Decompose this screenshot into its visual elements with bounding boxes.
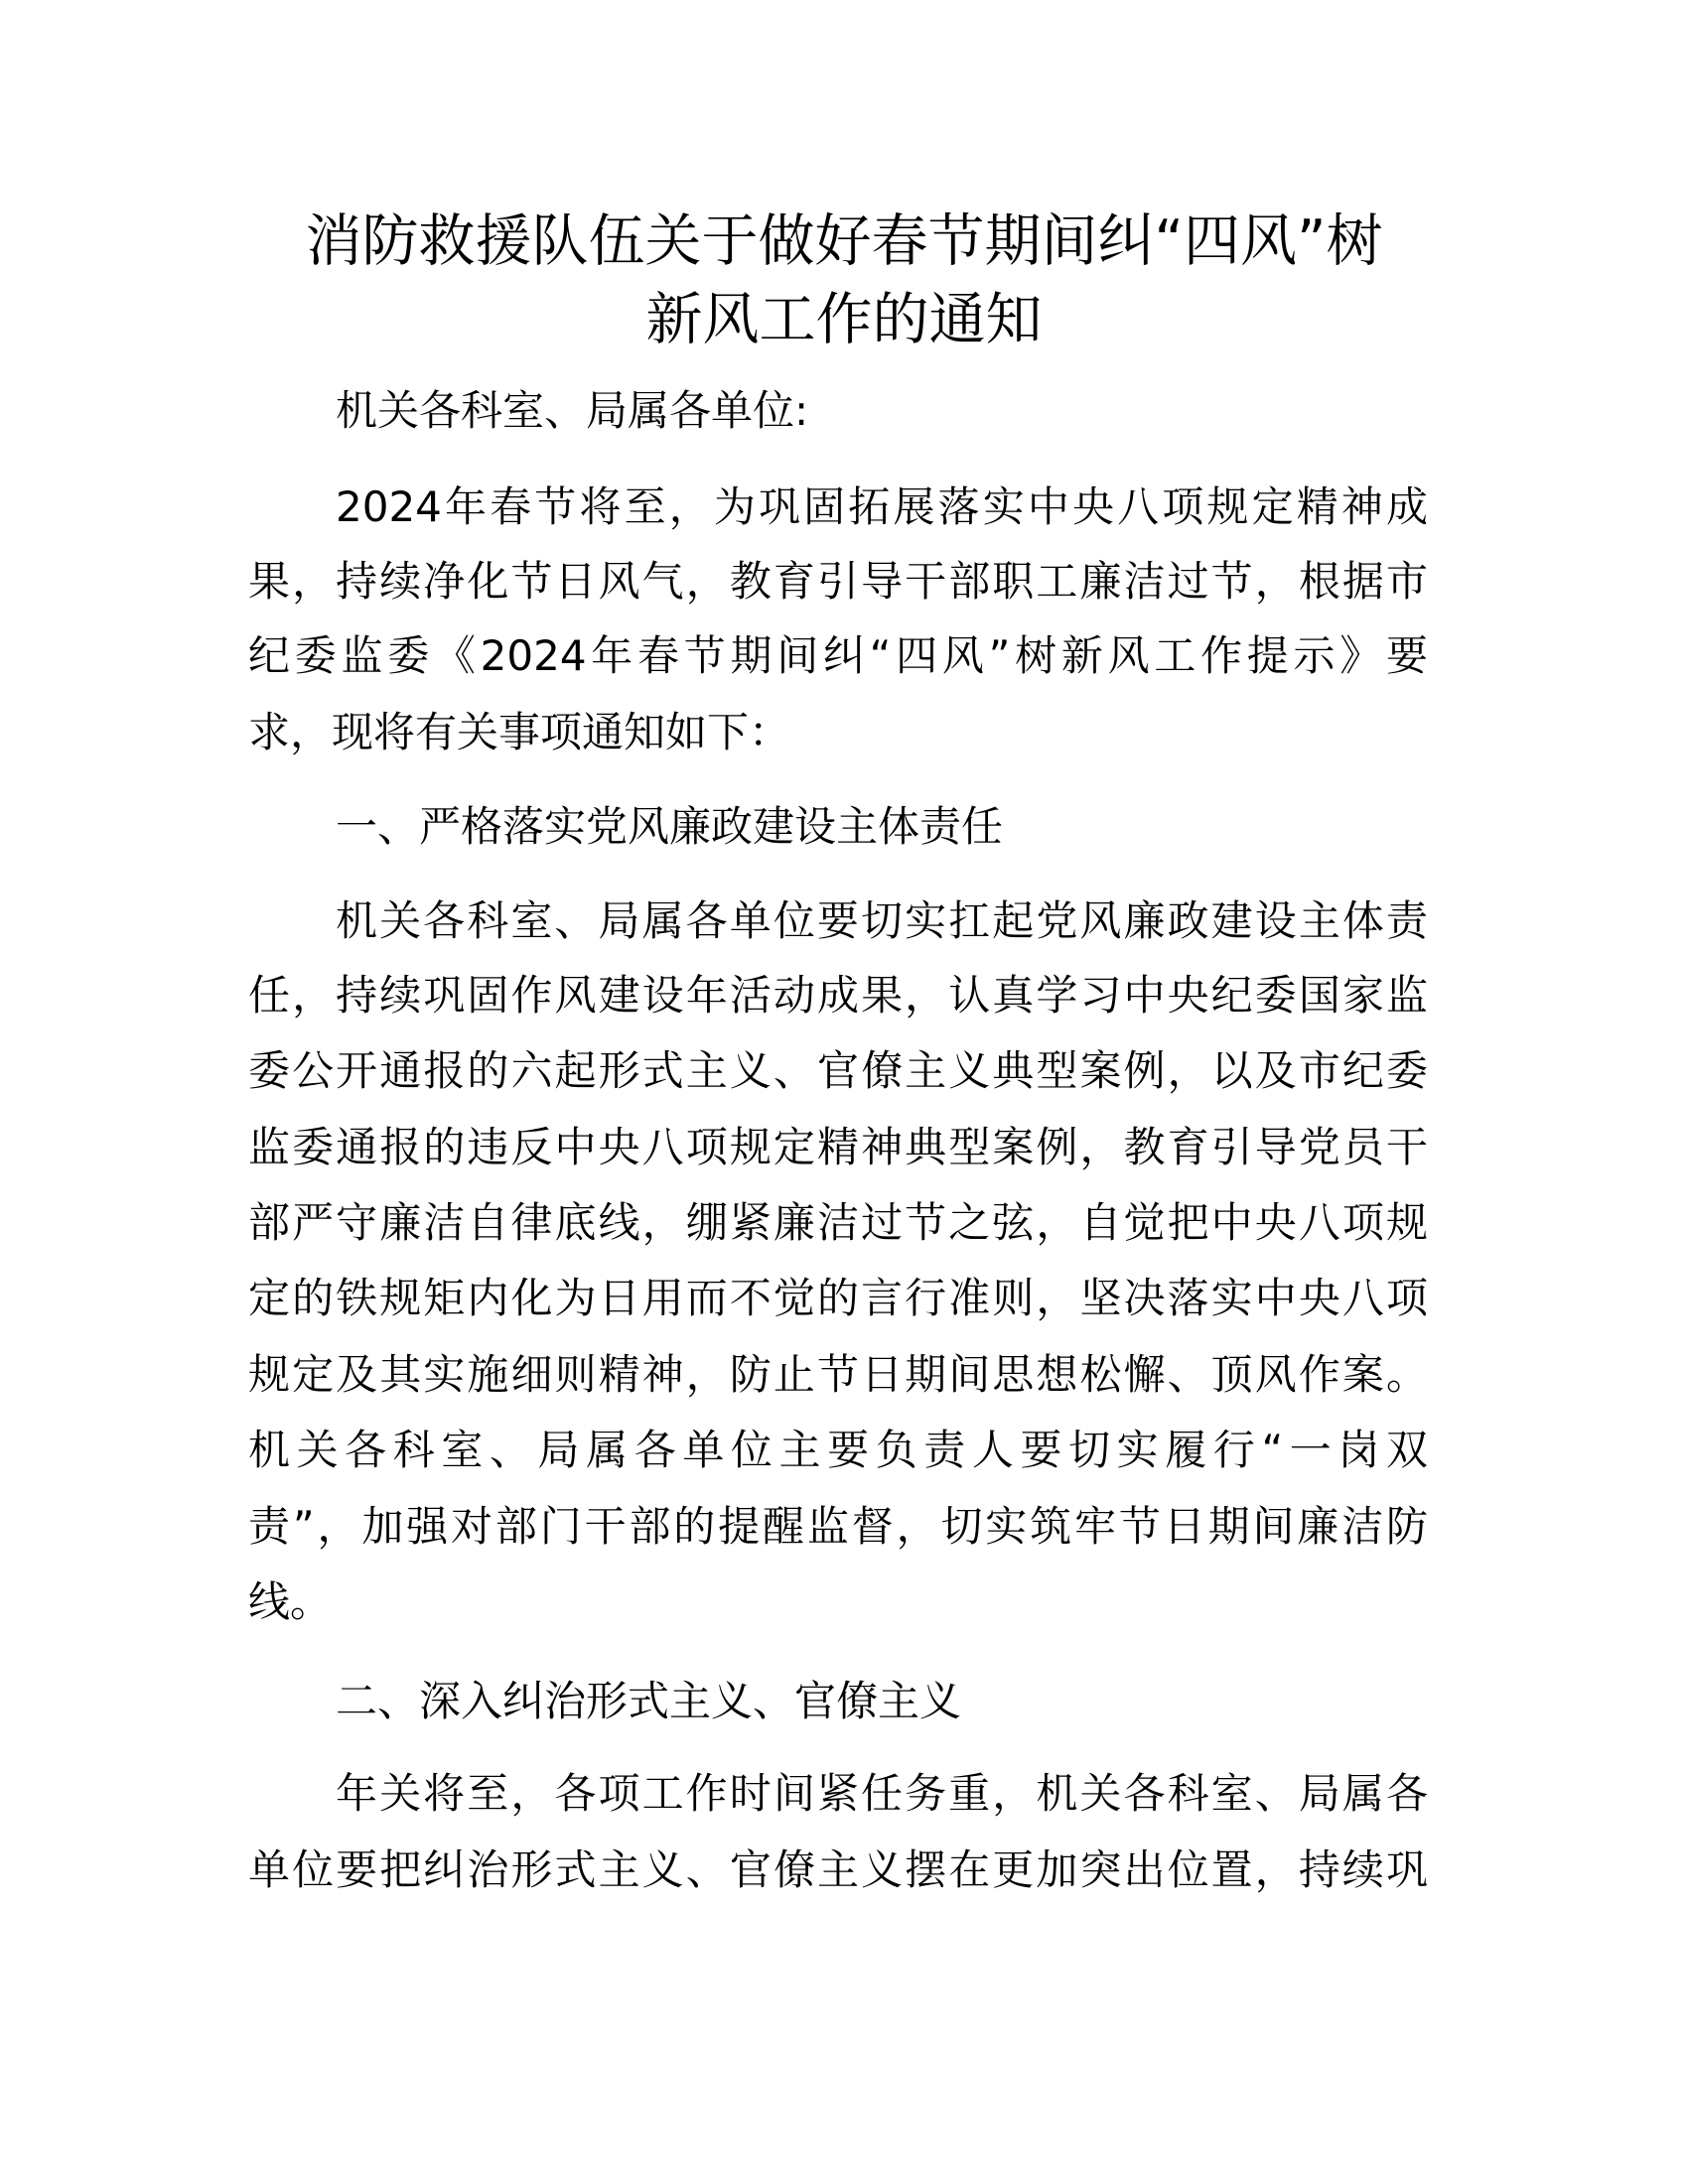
text-line: 果，持续净化节日风气，教育引导干部职工廉洁过节，根据市 (248, 557, 1428, 606)
text-line: 年关将至，各项工作时间紧任务重，机关各科室、局属各 (336, 1769, 1428, 1818)
text-line: 2024年春节将至，为巩固拓展落实中央八项规定精神成 (336, 482, 1428, 531)
section-heading-2: 二、深入纠治形式主义、官僚主义 (336, 1677, 962, 1725)
title-line: 消防救援队伍关于做好春节期间纠“四风”树 (305, 208, 1383, 274)
text-line: 责”，加强对部门干部的提醒监督，切实筑牢节日期间廉洁防 (248, 1502, 1428, 1551)
salutation: 机关各科室、局属各单位: (336, 386, 809, 435)
text-line: 委公开通报的六起形式主义、官僚主义典型案例，以及市纪委 (248, 1046, 1428, 1095)
text-line: 监委通报的违反中央八项规定精神典型案例，教育引导党员干 (248, 1123, 1428, 1171)
text-line: 线。 (248, 1577, 333, 1626)
text-line: 规定及其实施细则精神，防止节日期间思想松懈、顶风作案。 (248, 1350, 1428, 1399)
text-line: 定的铁规矩内化为日用而不觉的言行准则，坚决落实中央八项 (248, 1274, 1428, 1322)
text-line: 单位要把纠治形式主义、官僚主义摆在更加突出位置，持续巩 (248, 1845, 1428, 1894)
text-line: 求，现将有关事项通知如下： (248, 708, 791, 756)
section-heading-1: 一、严格落实党风廉政建设主体责任 (336, 802, 1004, 851)
text-line: 机关各科室、局属各单位要切实扛起党风廉政建设主体责 (336, 896, 1428, 945)
text-line: 机关各科室、局属各单位主要负责人要切实履行“一岗双 (248, 1426, 1428, 1474)
text-line: 纪委监委《2024年春节期间纠“四风”树新风工作提示》要 (248, 631, 1428, 680)
text-line: 部严守廉洁自律底线，绷紧廉洁过节之弦，自觉把中央八项规 (248, 1198, 1428, 1247)
text-line: 任，持续巩固作风建设年活动成果，认真学习中央纪委国家监 (248, 971, 1428, 1020)
title-line: 新风工作的通知 (645, 287, 1043, 352)
